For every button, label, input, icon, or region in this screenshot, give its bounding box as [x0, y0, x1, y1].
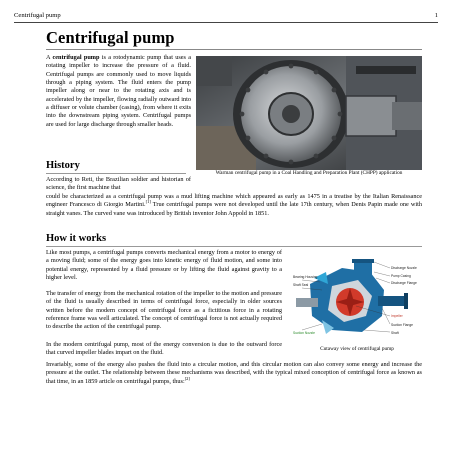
title-rule	[46, 49, 422, 50]
how-paragraph-4: Invariably, some of the energy also pushes the fluid into a circular motion, and this circular motion can also convey some energy and increase the pressure at the outlet. The relationship between these mechanisms was described, with the typical mixed conception of centrifugal force as known as that time, in an 1859 article on centrifugal pumps, thus:[2]	[46, 361, 422, 385]
label-discharge-flange: Discharge Flange	[391, 281, 417, 285]
label-bearing-housing: Bearing Housing	[293, 275, 318, 279]
history-paragraph-start: According to Reti, the Brazilian soldier and historian of science, the first machine that	[46, 176, 191, 192]
figure1-caption: Warman centrifugal pump in a Coal Handling and Preparation Plant (CHPP) application	[215, 170, 403, 176]
label-pump-casing: Pump Casing	[391, 274, 411, 278]
label-suction-nozzle: Suction Nozzle	[293, 331, 315, 335]
citation-1[interactable]: [1]	[145, 199, 151, 205]
label-shaft: Shaft	[391, 331, 399, 335]
how-paragraph-1: Like most pumps, a centrifugal pumps converts mechanical energy from a motor to energy of a moving fluid; some of the energy goes into kinetic energy of fluid motion, and some into potential energy, represented by a fluid pressure or by lifting the fluid against gravity to a higher level.	[46, 249, 282, 282]
label-impeller: Impeller	[391, 314, 403, 318]
citation-2[interactable]: [2]	[184, 375, 190, 381]
cutaway-diagram	[292, 250, 422, 346]
history-heading-rule	[46, 173, 186, 174]
label-shaft-seal: Shaft Seal	[293, 283, 309, 287]
page-number: 1	[434, 12, 438, 19]
how-paragraph-3: In the modern centrifugal pump, most of the energy conversion is due to the outward force that curved impeller blades impart on the fluid.	[46, 341, 282, 357]
how-it-works-heading: How it works	[46, 233, 107, 244]
how-paragraph-2: The transfer of energy from the mechanical rotation of the impeller to the motion and pressure of the fluid is usually described in terms of centrifugal force, especially in older sources written before the modern concept of centrifugal force as a fictitious force in a rotating reference frame was well articulated. The concept of centrifugal force is not actually required to describe the action of the centrifugal pump.	[46, 290, 282, 331]
how-it-works-heading-rule	[46, 246, 422, 247]
pump-photo	[196, 56, 422, 170]
running-title: Centrifugal pump	[14, 12, 61, 19]
intro-term: centrifugal pump	[52, 54, 100, 61]
intro-paragraph: A centrifugal pump is a rotodynamic pump that uses a rotating impeller to increase the pressure of a fluid. Centrifugal pumps are commonly used to move liquids through a piping system. The fluid enters the pump impeller along or near to the rotating axis and is accelerated by the impeller, flowing radially outward into a diffuser or volute chamber (casing), from where it exits into the downstream piping system. Centrifugal pumps are used for large discharge through smaller heads.	[46, 54, 192, 128]
history-paragraph: could be characterized as a centrifugal pump was a mud lifting machine which appeared as early as 1475 in a treatise by the Italian Renaissance engineer Francesco di Giorgio Martini.[1] True centrifugal pumps were not developed until the late 17th century, when Denis Papin made one with straight vanes. The curved vane was introduced by British inventor John Appold in 1851.	[46, 193, 422, 217]
label-suction-flange: Suction Flange	[391, 323, 413, 327]
figure2-caption: Cutaway view of centrifugal pump	[320, 346, 394, 352]
header-rule	[14, 22, 438, 23]
label-discharge-nozzle: Discharge Nozzle	[391, 266, 417, 270]
article-title: Centrifugal pump	[46, 28, 175, 47]
running-header	[14, 12, 438, 22]
history-heading: History	[46, 160, 80, 171]
